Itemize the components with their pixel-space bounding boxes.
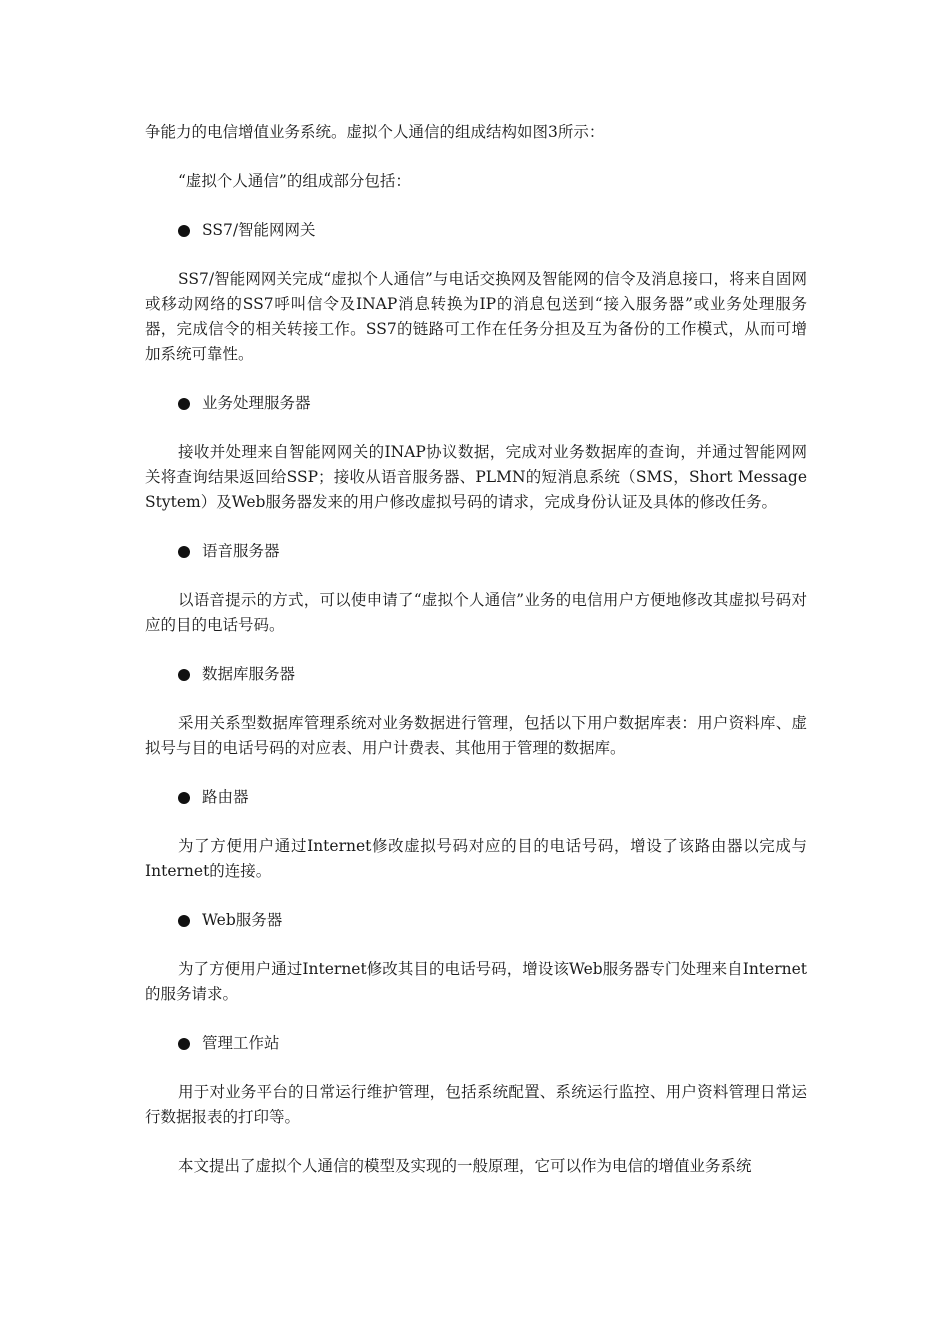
bullet-label: 管理工作站 — [202, 1034, 280, 1052]
paragraph-conclusion: 本文提出了虚拟个人通信的模型及实现的一般原理，它可以作为电信的增值业务系统 — [178, 1157, 752, 1175]
paragraph-components-intro: “虚拟个人通信”的组成部分包括： — [178, 172, 411, 190]
bullet-dot-icon — [178, 669, 190, 681]
bullet-label: Web服务器 — [202, 911, 283, 929]
paragraph-intro-continuation: 争能力的电信增值业务系统。虚拟个人通信的组成结构如图3所示： — [145, 123, 605, 141]
paragraph-management-workstation: 用于对业务平台的日常运行维护管理，包括系统配置、系统运行监控、用户资料管理日常运行数据报表的打印等。 — [145, 1083, 807, 1126]
bullet-label: SS7/智能网网关 — [202, 221, 316, 239]
bullet-ss7-gateway — [145, 218, 807, 243]
paragraph-voice-server: 以语音提示的方式，可以使申请了“虚拟个人通信”业务的电信用户方便地修改其虚拟号码对应的目的电话号码。 — [145, 591, 807, 634]
bullet-management-workstation — [145, 1031, 807, 1056]
bullet-dot-icon — [178, 398, 190, 410]
bullet-label: 业务处理服务器 — [202, 394, 311, 412]
bullet-voice-server — [145, 539, 807, 564]
bullet-business-server — [145, 391, 807, 416]
bullet-dot-icon — [178, 915, 190, 927]
paragraph-router: 为了方便用户通过Internet修改虚拟号码对应的目的电话号码，增设了该路由器以完成与Internet的连接。 — [145, 837, 807, 880]
paragraph-web-server: 为了方便用户通过Internet修改其目的电话号码，增设该Web服务器专门处理来自Internet的服务请求。 — [145, 960, 807, 1003]
bullet-label: 数据库服务器 — [202, 665, 296, 683]
bullet-dot-icon — [178, 1038, 190, 1050]
bullet-dot-icon — [178, 225, 190, 237]
paragraph-ss7-gateway: SS7/智能网网关完成“虚拟个人通信”与电话交换网及智能网的信令及消息接口，将来自固网或移动网络的SS7呼叫信令及INAP消息转换为IP的消息包送到“接入服务器”或业务处理服务器，完成信令的相关转接工作。SS7的链路可工作在任务分担及互为备份的工作模式，从而可增加系统可靠性。 — [145, 270, 807, 363]
document-page — [145, 120, 807, 1179]
bullet-dot-icon — [178, 546, 190, 558]
paragraph-business-server: 接收并处理来自智能网网关的INAP协议数据，完成对业务数据库的查询，并通过智能网网关将查询结果返回给SSP；接收从语音服务器、PLMN的短消息系统（SMS，Short Message Stytem）及Web服务器发来的用户修改虚拟号码的请求，完成身份认证及具体的修改任务。 — [145, 443, 807, 511]
bullet-dot-icon — [178, 792, 190, 804]
bullet-label: 语音服务器 — [202, 542, 280, 560]
paragraph-database-server: 采用关系型数据库管理系统对业务数据进行管理，包括以下用户数据库表：用户资料库、虚拟号与目的电话号码的对应表、用户计费表、其他用于管理的数据库。 — [145, 714, 807, 757]
bullet-router — [145, 785, 807, 810]
bullet-database-server — [145, 662, 807, 687]
bullet-web-server — [145, 908, 807, 933]
bullet-label: 路由器 — [202, 788, 249, 806]
